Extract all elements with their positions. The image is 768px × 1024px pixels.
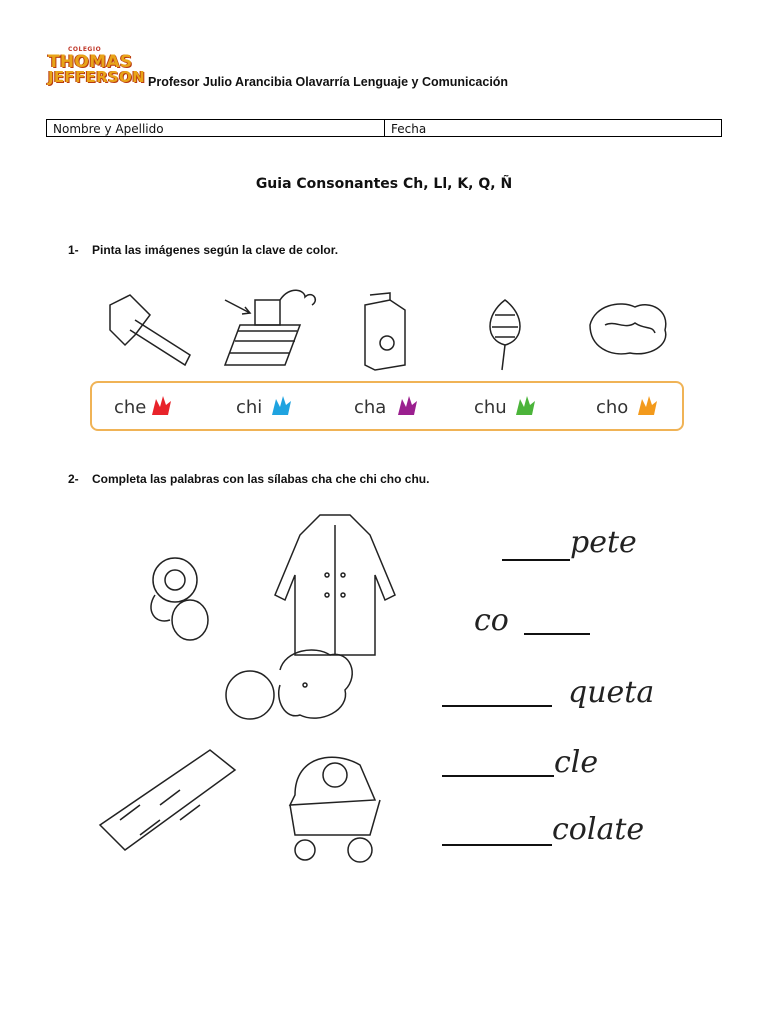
word-pictures bbox=[95, 505, 435, 885]
word-5-suffix: colate bbox=[552, 812, 645, 847]
pacifier-picture[interactable] bbox=[151, 558, 208, 640]
word-row-4 bbox=[440, 745, 700, 785]
syllable-cho: cho bbox=[596, 397, 629, 418]
word-1-suffix: pete bbox=[570, 525, 637, 560]
word-3-blank[interactable] bbox=[442, 705, 552, 707]
word-4-blank[interactable] bbox=[442, 775, 554, 777]
cha-splat-icon bbox=[394, 393, 420, 419]
word-row-2 bbox=[440, 603, 700, 643]
cho-splat-icon bbox=[634, 393, 660, 419]
question-1 bbox=[68, 243, 338, 257]
word-2-blank[interactable] bbox=[524, 633, 590, 635]
word-row-3 bbox=[440, 675, 700, 715]
milk-carton-picture[interactable] bbox=[365, 293, 405, 370]
syllable-chi: chi bbox=[236, 397, 263, 418]
name-field[interactable] bbox=[47, 120, 385, 136]
word-3-suffix: queta bbox=[568, 675, 655, 710]
page-title: Guia Consonantes Ch, Ll, K, Q, Ñ bbox=[255, 176, 513, 192]
stroller-picture[interactable] bbox=[290, 757, 380, 862]
word-row-1 bbox=[440, 525, 700, 565]
question-2-text: Completa las palabras con las sílabas cha che chi cho chu. bbox=[92, 472, 430, 486]
word-2-prefix: co bbox=[474, 603, 509, 638]
chimney-picture[interactable] bbox=[225, 290, 315, 365]
axe-picture[interactable] bbox=[110, 295, 190, 365]
artichoke-picture[interactable] bbox=[490, 300, 520, 370]
date-label: Fecha bbox=[391, 122, 427, 136]
chu-splat-icon bbox=[512, 393, 538, 419]
fill-in-words bbox=[440, 525, 700, 865]
question-1-number: 1- bbox=[68, 243, 79, 257]
chi-splat-icon bbox=[268, 393, 294, 419]
syllable-cha: cha bbox=[354, 397, 387, 418]
question-2-number: 2- bbox=[68, 472, 79, 486]
school-logo bbox=[46, 46, 145, 88]
syllable-chu: chu bbox=[474, 397, 507, 418]
syllable-che: che bbox=[114, 397, 147, 418]
logo-line1: THOMAS bbox=[48, 52, 133, 72]
word-1-blank[interactable] bbox=[502, 559, 570, 561]
bubble-gum-picture[interactable] bbox=[226, 650, 352, 719]
word-4-suffix: cle bbox=[554, 745, 599, 780]
student-info-table bbox=[46, 119, 722, 137]
date-field[interactable] bbox=[385, 120, 721, 136]
color-pictures bbox=[90, 285, 690, 375]
word-row-5 bbox=[440, 810, 700, 850]
header-text: Profesor Julio Arancibia Olavarría Lenguaje y Comunicación bbox=[148, 75, 509, 89]
question-1-text: Pinta las imágenes según la clave de color. bbox=[92, 243, 339, 257]
color-key-box bbox=[90, 381, 684, 431]
chocolate-picture[interactable] bbox=[100, 750, 235, 850]
word-5-blank[interactable] bbox=[442, 844, 552, 846]
logo-line2: JEFFERSON bbox=[48, 68, 145, 86]
logo-small-text: COLEGIO bbox=[68, 46, 102, 53]
name-label: Nombre y Apellido bbox=[53, 122, 164, 136]
coat-picture[interactable] bbox=[275, 515, 395, 655]
lettuce-picture[interactable] bbox=[590, 304, 666, 354]
che-splat-icon bbox=[148, 393, 174, 419]
question-2 bbox=[68, 472, 429, 486]
